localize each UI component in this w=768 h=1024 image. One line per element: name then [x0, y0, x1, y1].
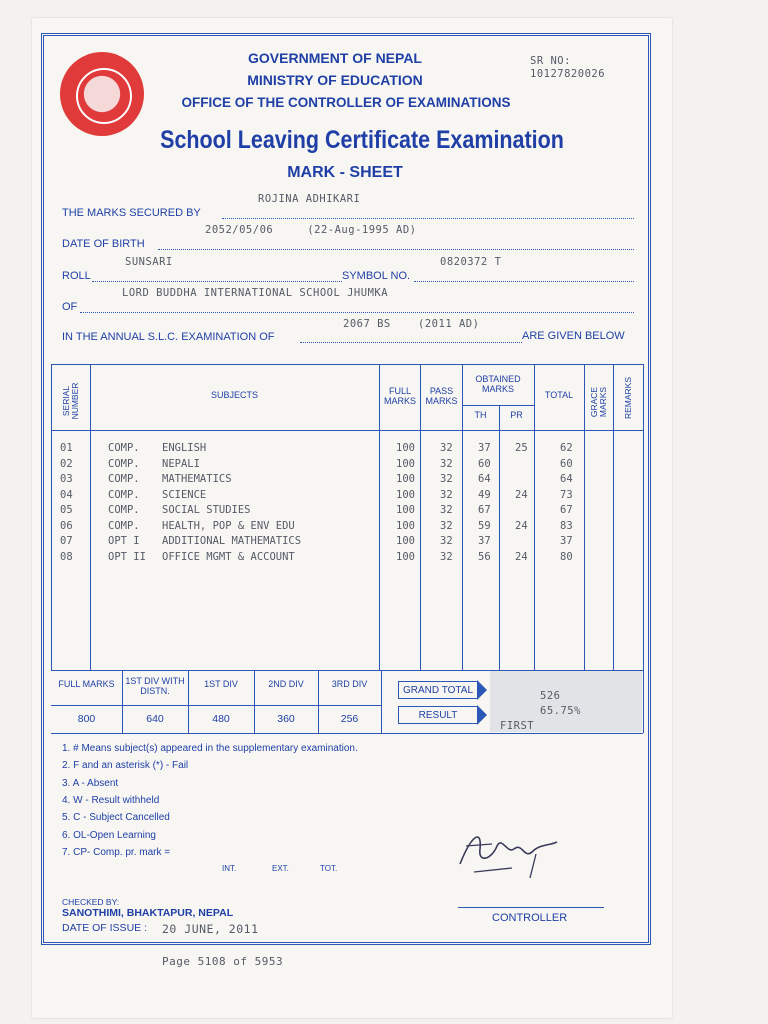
dotted-line — [80, 312, 634, 313]
col-border — [51, 364, 52, 670]
row-sn: 03 — [60, 473, 73, 485]
row-sn: 01 — [60, 442, 73, 454]
row-th: 64 — [478, 473, 491, 485]
row-pass: 32 — [440, 457, 453, 470]
note-item: 5. C - Subject Cancelled — [62, 812, 170, 824]
school-name: LORD BUDDHA INTERNATIONAL SCHOOL JHUMKA — [122, 287, 389, 299]
result-label: RESULT — [398, 706, 478, 724]
sum-1st-distn-header: 1ST DIV WITH DISTN. — [125, 676, 185, 696]
col-border — [584, 364, 585, 670]
row-pr: 24 — [515, 519, 528, 532]
row-pr: 25 — [515, 442, 528, 454]
note-item: 6. OL-Open Learning — [62, 829, 156, 841]
sum-2nd-value: 360 — [277, 713, 295, 725]
grand-total-label: GRAND TOTAL — [398, 681, 478, 699]
dotted-line — [92, 281, 342, 282]
nepal-emblem-seal-icon — [60, 52, 144, 136]
ministry-title: MINISTRY OF EDUCATION — [247, 72, 423, 88]
dotted-line — [158, 249, 634, 250]
given-below-label: ARE GIVEN BELOW — [522, 330, 625, 342]
office-title: OFFICE OF THE CONTROLLER OF EXAMINATIONS — [181, 95, 511, 110]
row-total: 83 — [560, 519, 573, 532]
row-pass: 32 — [440, 519, 453, 532]
row-pr: 24 — [515, 488, 528, 501]
row-subject: NEPALI — [162, 457, 200, 470]
cp-ext-label: EXT. — [272, 864, 289, 873]
sum-full-header: FULL MARKS — [58, 679, 115, 689]
page-number: Page 5108 of 5953 — [162, 955, 284, 968]
dob-label: DATE OF BIRTH — [62, 238, 145, 250]
row-type: COMP. — [108, 488, 140, 501]
annual-exam-label: IN THE ANNUAL S.L.C. EXAMINATION OF — [62, 331, 275, 343]
roll-label: ROLL — [62, 270, 91, 282]
summary-bottom-border — [51, 733, 643, 734]
dotted-line — [414, 281, 634, 282]
row-sn: 05 — [60, 504, 73, 516]
row-subject: MATHEMATICS — [162, 473, 232, 485]
row-type: COMP. — [108, 442, 140, 454]
dotted-line — [222, 218, 634, 219]
col-border — [643, 364, 644, 670]
row-full: 100 — [396, 457, 415, 470]
row-full: 100 — [396, 473, 415, 485]
row-total: 62 — [560, 442, 573, 454]
row-full: 100 — [396, 519, 415, 532]
row-pass: 32 — [440, 550, 453, 563]
checked-by-label: CHECKED BY: — [62, 897, 120, 907]
row-full: 100 — [396, 504, 415, 516]
row-full: 100 — [396, 442, 415, 454]
row-sn: 08 — [60, 550, 73, 563]
date-of-birth: 2052/05/06 (22-Aug-1995 AD) — [205, 224, 417, 236]
row-th: 67 — [478, 504, 491, 516]
percentage-value: 65.75% — [540, 705, 581, 717]
marks-secured-label: THE MARKS SECURED BY — [62, 207, 201, 219]
of-label: OF — [62, 301, 78, 313]
summary-mid-border — [51, 705, 381, 706]
symbol-no-label: SYMBOL NO. — [342, 270, 411, 282]
table-header-border — [51, 430, 643, 431]
row-th: 37 — [478, 535, 491, 547]
row-subject: ENGLISH — [162, 442, 207, 454]
controller-sign-line — [458, 907, 604, 908]
controller-signature-icon — [452, 824, 564, 882]
sum-1st-header: 1ST DIV — [204, 679, 238, 689]
student-name: ROJINA ADHIKARI — [258, 193, 361, 205]
row-pass: 32 — [440, 535, 453, 547]
exam-year: 2067 BS (2011 AD) — [343, 318, 480, 330]
obtained-sub-border — [462, 405, 534, 406]
row-full: 100 — [396, 488, 415, 501]
row-total: 67 — [560, 504, 573, 516]
doc-title: MARK - SHEET — [287, 164, 403, 181]
col-border — [534, 364, 535, 670]
row-type: OPT II — [108, 550, 146, 563]
sum-3rd-value: 256 — [340, 713, 359, 725]
table-top-border — [51, 364, 643, 365]
dotted-line — [300, 342, 522, 343]
row-pass: 32 — [440, 442, 453, 454]
sum-2nd-header: 2ND DIV — [268, 679, 304, 689]
note-item: 7. CP- Comp. pr. mark = — [62, 846, 171, 858]
row-total: 73 — [560, 488, 573, 501]
row-th: 59 — [478, 519, 491, 532]
note-item: 1. # Means subject(s) appeared in the supplementary examination. — [62, 743, 358, 754]
cp-int-label: INT. — [222, 864, 237, 873]
note-item: 4. W - Result withheld — [62, 794, 160, 806]
row-total: 60 — [560, 457, 573, 470]
full-marks-header: FULL MARKS — [383, 386, 416, 406]
row-pass: 32 — [440, 473, 453, 485]
row-subject: ADDITIONAL MATHEMATICS — [162, 535, 302, 547]
row-type: COMP. — [108, 473, 140, 485]
pass-marks-header: PASS MARKS — [425, 386, 458, 406]
row-subject: OFFICE MGMT & ACCOUNT — [162, 550, 295, 563]
col-border — [90, 364, 91, 670]
gov-title: GOVERNMENT OF NEPAL — [248, 50, 422, 66]
sum-1st-distn-value: 640 — [146, 713, 164, 725]
row-total: 64 — [560, 473, 573, 485]
sr-no-label: SR NO: — [530, 55, 571, 67]
exam-title: School Leaving Certificate Examination — [160, 126, 564, 154]
note-item: 3. A - Absent — [62, 777, 119, 789]
row-full: 100 — [396, 550, 415, 563]
grand-total-value: 526 — [540, 690, 561, 702]
sr-no-value: 10127820026 — [530, 68, 606, 80]
summary-col-border — [643, 670, 644, 733]
sum-full-value: 800 — [77, 713, 96, 725]
row-sn: 04 — [60, 488, 73, 501]
symbol-number: 0820372 T — [440, 256, 502, 268]
row-type: COMP. — [108, 519, 140, 532]
row-full: 100 — [396, 535, 415, 547]
row-total: 80 — [560, 550, 573, 563]
row-th: 49 — [478, 488, 491, 501]
row-sn: 07 — [60, 535, 73, 547]
row-type: OPT I — [108, 535, 140, 547]
pr-header: PR — [510, 410, 523, 420]
division-value: FIRST — [500, 720, 535, 732]
col-border — [379, 364, 380, 670]
row-type: COMP. — [108, 457, 140, 470]
note-item: 2. F and an asterisk (*) - Fail — [62, 760, 189, 772]
row-total: 37 — [560, 535, 573, 547]
total-header: TOTAL — [544, 390, 574, 400]
row-pass: 32 — [440, 504, 453, 516]
summary-col-border — [381, 670, 382, 733]
cp-tot-label: TOT. — [320, 864, 338, 873]
col-border — [613, 364, 614, 670]
col-border — [420, 364, 421, 670]
grace-marks-header: GRACE MARKS — [589, 386, 608, 418]
district: SUNSARI — [125, 256, 173, 268]
date-of-issue-label: DATE OF ISSUE : — [62, 922, 147, 934]
subjects-header: SUBJECTS — [210, 390, 258, 400]
row-sn: 02 — [60, 457, 73, 470]
controller-label: CONTROLLER — [492, 912, 568, 924]
row-subject: HEALTH, POP & ENV EDU — [162, 519, 295, 532]
row-pass: 32 — [440, 488, 453, 501]
row-type: COMP. — [108, 504, 140, 516]
sum-3rd-header: 3RD DIV — [331, 679, 368, 689]
row-subject: SCIENCE — [162, 488, 207, 501]
date-of-issue: 20 JUNE, 2011 — [162, 922, 259, 936]
row-th: 37 — [478, 442, 491, 454]
serial-number-header: SERIAL NUMBER — [61, 382, 80, 420]
sum-1st-value: 480 — [212, 713, 230, 725]
row-th: 60 — [478, 457, 491, 470]
th-header: TH — [474, 410, 487, 420]
remarks-header: REMARKS — [623, 376, 633, 420]
row-sn: 06 — [60, 519, 73, 532]
row-subject: SOCIAL STUDIES — [162, 504, 251, 516]
issue-place: SANOTHIMI, BHAKTAPUR, NEPAL — [62, 907, 234, 919]
col-border — [499, 405, 500, 670]
row-th: 56 — [478, 550, 491, 563]
obtained-marks-header: OBTAINED MARKS — [475, 374, 521, 394]
row-pr: 24 — [515, 550, 528, 563]
